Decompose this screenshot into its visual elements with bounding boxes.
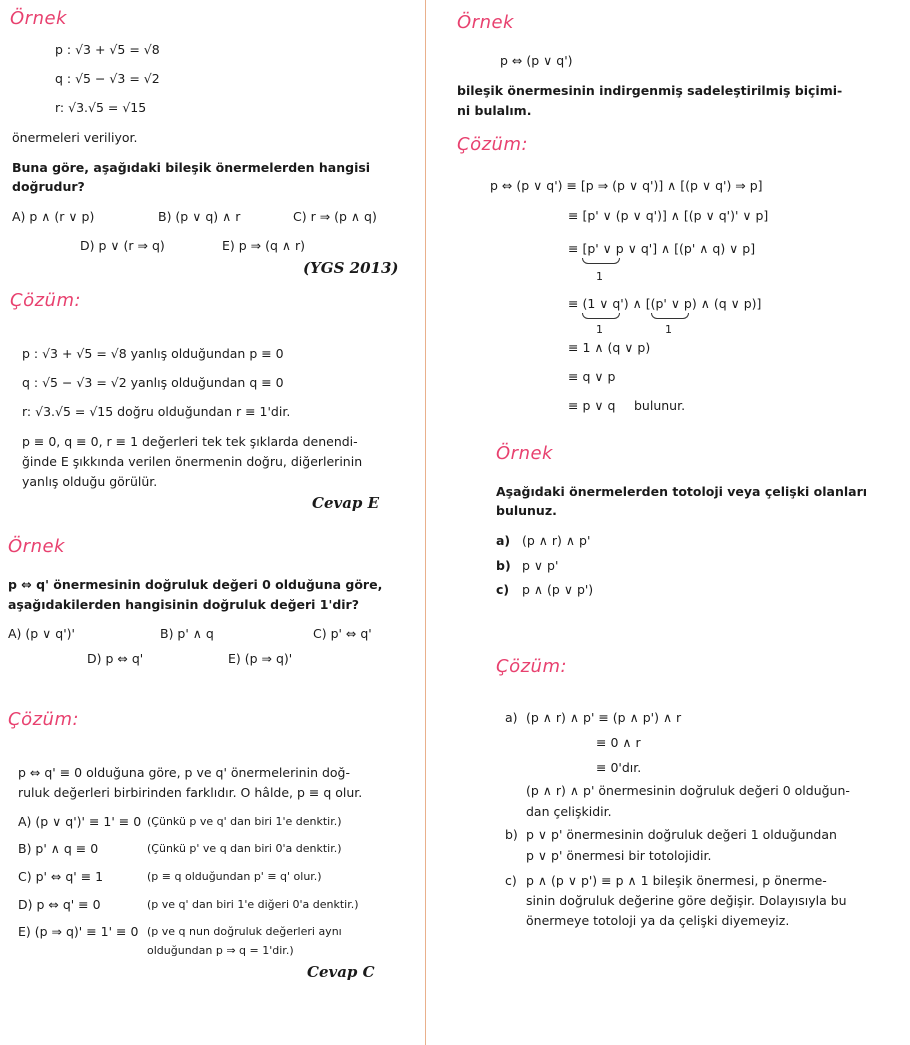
solution-paragraph: ruluk değerleri birbirinden farklıdır. O hâlde, p ≡ q olur.	[18, 785, 363, 800]
derivation-step: p ⇔ (p ∨ q') ≡ [p ⇒ (p ∨ q')] ∧ [(p ∨ q') ⇒ p]	[490, 178, 763, 193]
example-heading: Örnek	[496, 443, 553, 464]
option-note: (p ≡ q olduğundan p' ≡ q' olur.)	[147, 870, 322, 883]
option-note: (Çünkü p' ve q dan biri 0'a denktir.)	[147, 842, 342, 855]
item-expression: p ∨ p'	[522, 558, 559, 573]
solution-paragraph: p ≡ 0, q ≡ 0, r ≡ 1 değerleri tek tek şıklarda denendi-	[22, 434, 358, 449]
option-e: E) (p ⇒ q)'	[228, 651, 293, 666]
task-line: ni bulalım.	[457, 103, 532, 118]
item-expression: (p ∧ r) ∧ p'	[522, 533, 591, 548]
derivation-tail: bulunur.	[634, 398, 686, 413]
formula: p ⇔ (p ∨ q')	[500, 53, 573, 68]
option-a: A) (p ∨ q')'	[8, 626, 75, 641]
option-note: (p ve q' dan biri 1'e diğeri 0'a denktir.)	[147, 898, 359, 911]
proposition-q: q : √5 − √3 = √2	[55, 71, 160, 86]
solution-line: ≡ 0'dır.	[596, 760, 642, 775]
derivation-step: ≡ 1 ∧ (q ∨ p)	[568, 340, 651, 355]
derivation-step: ≡ [p' ∨ p ∨ q'] ∧ [(p' ∧ q) ∨ p]	[568, 241, 756, 256]
item-label: c)	[496, 582, 510, 597]
example-heading: Örnek	[8, 536, 65, 557]
solution-line: r: √3.√5 = √15 doğru olduğundan r ≡ 1'dir.	[22, 404, 291, 419]
solution-paragraph: dan çelişkidir.	[526, 804, 612, 819]
exam-source: (YGS 2013)	[303, 259, 399, 277]
option-b: B) p' ∧ q	[160, 626, 214, 641]
answer-label: Cevap C	[307, 963, 375, 981]
underbrace-value: 1	[596, 270, 603, 283]
option-eval: C) p' ⇔ q' ≡ 1	[18, 869, 104, 884]
solution-paragraph: p ∧ (p ∨ p') ≡ p ∧ 1 bileşik önermesi, p önerme-	[526, 873, 827, 888]
option-eval: A) (p ∨ q')' ≡ 1' ≡ 0	[18, 814, 142, 829]
option-eval: D) p ⇔ q' ≡ 0	[18, 897, 101, 912]
option-note: olduğundan p ⇒ q = 1'dir.)	[147, 944, 294, 957]
derivation-step: ≡ q ∨ p	[568, 369, 616, 384]
solution-paragraph: (p ∧ r) ∧ p' önermesinin doğruluk değeri 0 olduğun-	[526, 783, 850, 798]
answer-label: Cevap E	[312, 494, 380, 512]
solution-line: p : √3 + √5 = √8 yanlış olduğundan p ≡ 0	[22, 346, 284, 361]
item-label: a)	[496, 533, 511, 548]
solution-paragraph: p ⇔ q' ≡ 0 olduğuna göre, p ve q' önermelerinin doğ-	[18, 765, 351, 780]
item-label: b)	[496, 558, 511, 573]
item-label: b)	[505, 827, 518, 842]
option-a: A) p ∧ (r ∨ p)	[12, 209, 95, 224]
option-d: D) p ⇔ q'	[87, 651, 144, 666]
proposition-p: p : √3 + √5 = √8	[55, 42, 160, 57]
option-b: B) (p ∨ q) ∧ r	[158, 209, 241, 224]
underbrace-value: 1	[596, 323, 603, 336]
solution-line: q : √5 − √3 = √2 yanlış olduğundan q ≡ 0	[22, 375, 284, 390]
option-e: E) p ⇒ (q ∧ r)	[222, 238, 306, 253]
derivation-step: ≡ p ∨ q	[568, 398, 616, 413]
solution-paragraph: yanlış olduğu görülür.	[22, 474, 158, 489]
solution-paragraph: p ∨ p' önermesinin doğruluk değeri 1 olduğundan	[526, 827, 837, 842]
solution-heading: Çözüm:	[10, 290, 82, 311]
option-c: C) r ⇒ (p ∧ q)	[293, 209, 377, 224]
solution-paragraph: p ∨ p' önermesi bir totolojidir.	[526, 848, 712, 863]
item-label: a)	[505, 710, 518, 725]
derivation-step: ≡ [p' ∨ (p ∨ q')] ∧ [(p ∨ q')' ∨ p]	[568, 208, 769, 223]
question-line: doğrudur?	[12, 179, 85, 194]
item-expression: p ∧ (p ∨ p')	[522, 582, 594, 597]
solution-paragraph: sinin doğruluk değerine göre değişir. Dolayısıyla bu	[526, 893, 847, 908]
option-eval: B) p' ∧ q ≡ 0	[18, 841, 99, 856]
underbrace	[582, 313, 620, 319]
derivation-step: ≡ (1 ∨ q') ∧ [(p' ∨ p) ∧ (q ∨ p)]	[568, 296, 762, 311]
question-line: aşağıdakilerden hangisinin doğruluk değeri 1'dir?	[8, 597, 359, 612]
example-heading: Örnek	[10, 8, 67, 29]
question-line: p ⇔ q' önermesinin doğruluk değeri 0 olduğuna göre,	[8, 577, 383, 592]
option-d: D) p ∨ (r ⇒ q)	[80, 238, 165, 253]
given-text: önermeleri veriliyor.	[12, 130, 138, 145]
underbrace	[582, 258, 620, 264]
option-c: C) p' ⇔ q'	[313, 626, 372, 641]
solution-line: (p ∧ r) ∧ p' ≡ (p ∧ p') ∧ r	[526, 710, 682, 725]
question-line: bulunuz.	[496, 503, 557, 518]
solution-line: ≡ 0 ∧ r	[596, 735, 641, 750]
solution-heading: Çözüm:	[496, 656, 568, 677]
column-divider	[425, 0, 426, 1045]
solution-paragraph: önermeye totoloji ya da çelişki diyemeyiz.	[526, 913, 790, 928]
option-eval: E) (p ⇒ q)' ≡ 1' ≡ 0	[18, 924, 139, 939]
solution-heading: Çözüm:	[457, 134, 529, 155]
question-line: Aşağıdaki önermelerden totoloji veya çelişki olanları	[496, 484, 868, 499]
question-line: Buna göre, aşağıdaki bileşik önermelerden hangisi	[12, 160, 371, 175]
option-note: (p ve q nun doğruluk değerleri aynı	[147, 925, 342, 938]
example-heading: Örnek	[457, 12, 514, 33]
solution-heading: Çözüm:	[8, 709, 80, 730]
underbrace-value: 1	[665, 323, 672, 336]
underbrace	[651, 313, 689, 319]
task-line: bileşik önermesinin indirgenmiş sadeleştirilmiş biçimi-	[457, 83, 843, 98]
item-label: c)	[505, 873, 517, 888]
proposition-r: r: √3.√5 = √15	[55, 100, 147, 115]
solution-paragraph: ğinde E şıkkında verilen önermenin doğru, diğerlerinin	[22, 454, 363, 469]
option-note: (Çünkü p ve q' dan biri 1'e denktir.)	[147, 815, 342, 828]
